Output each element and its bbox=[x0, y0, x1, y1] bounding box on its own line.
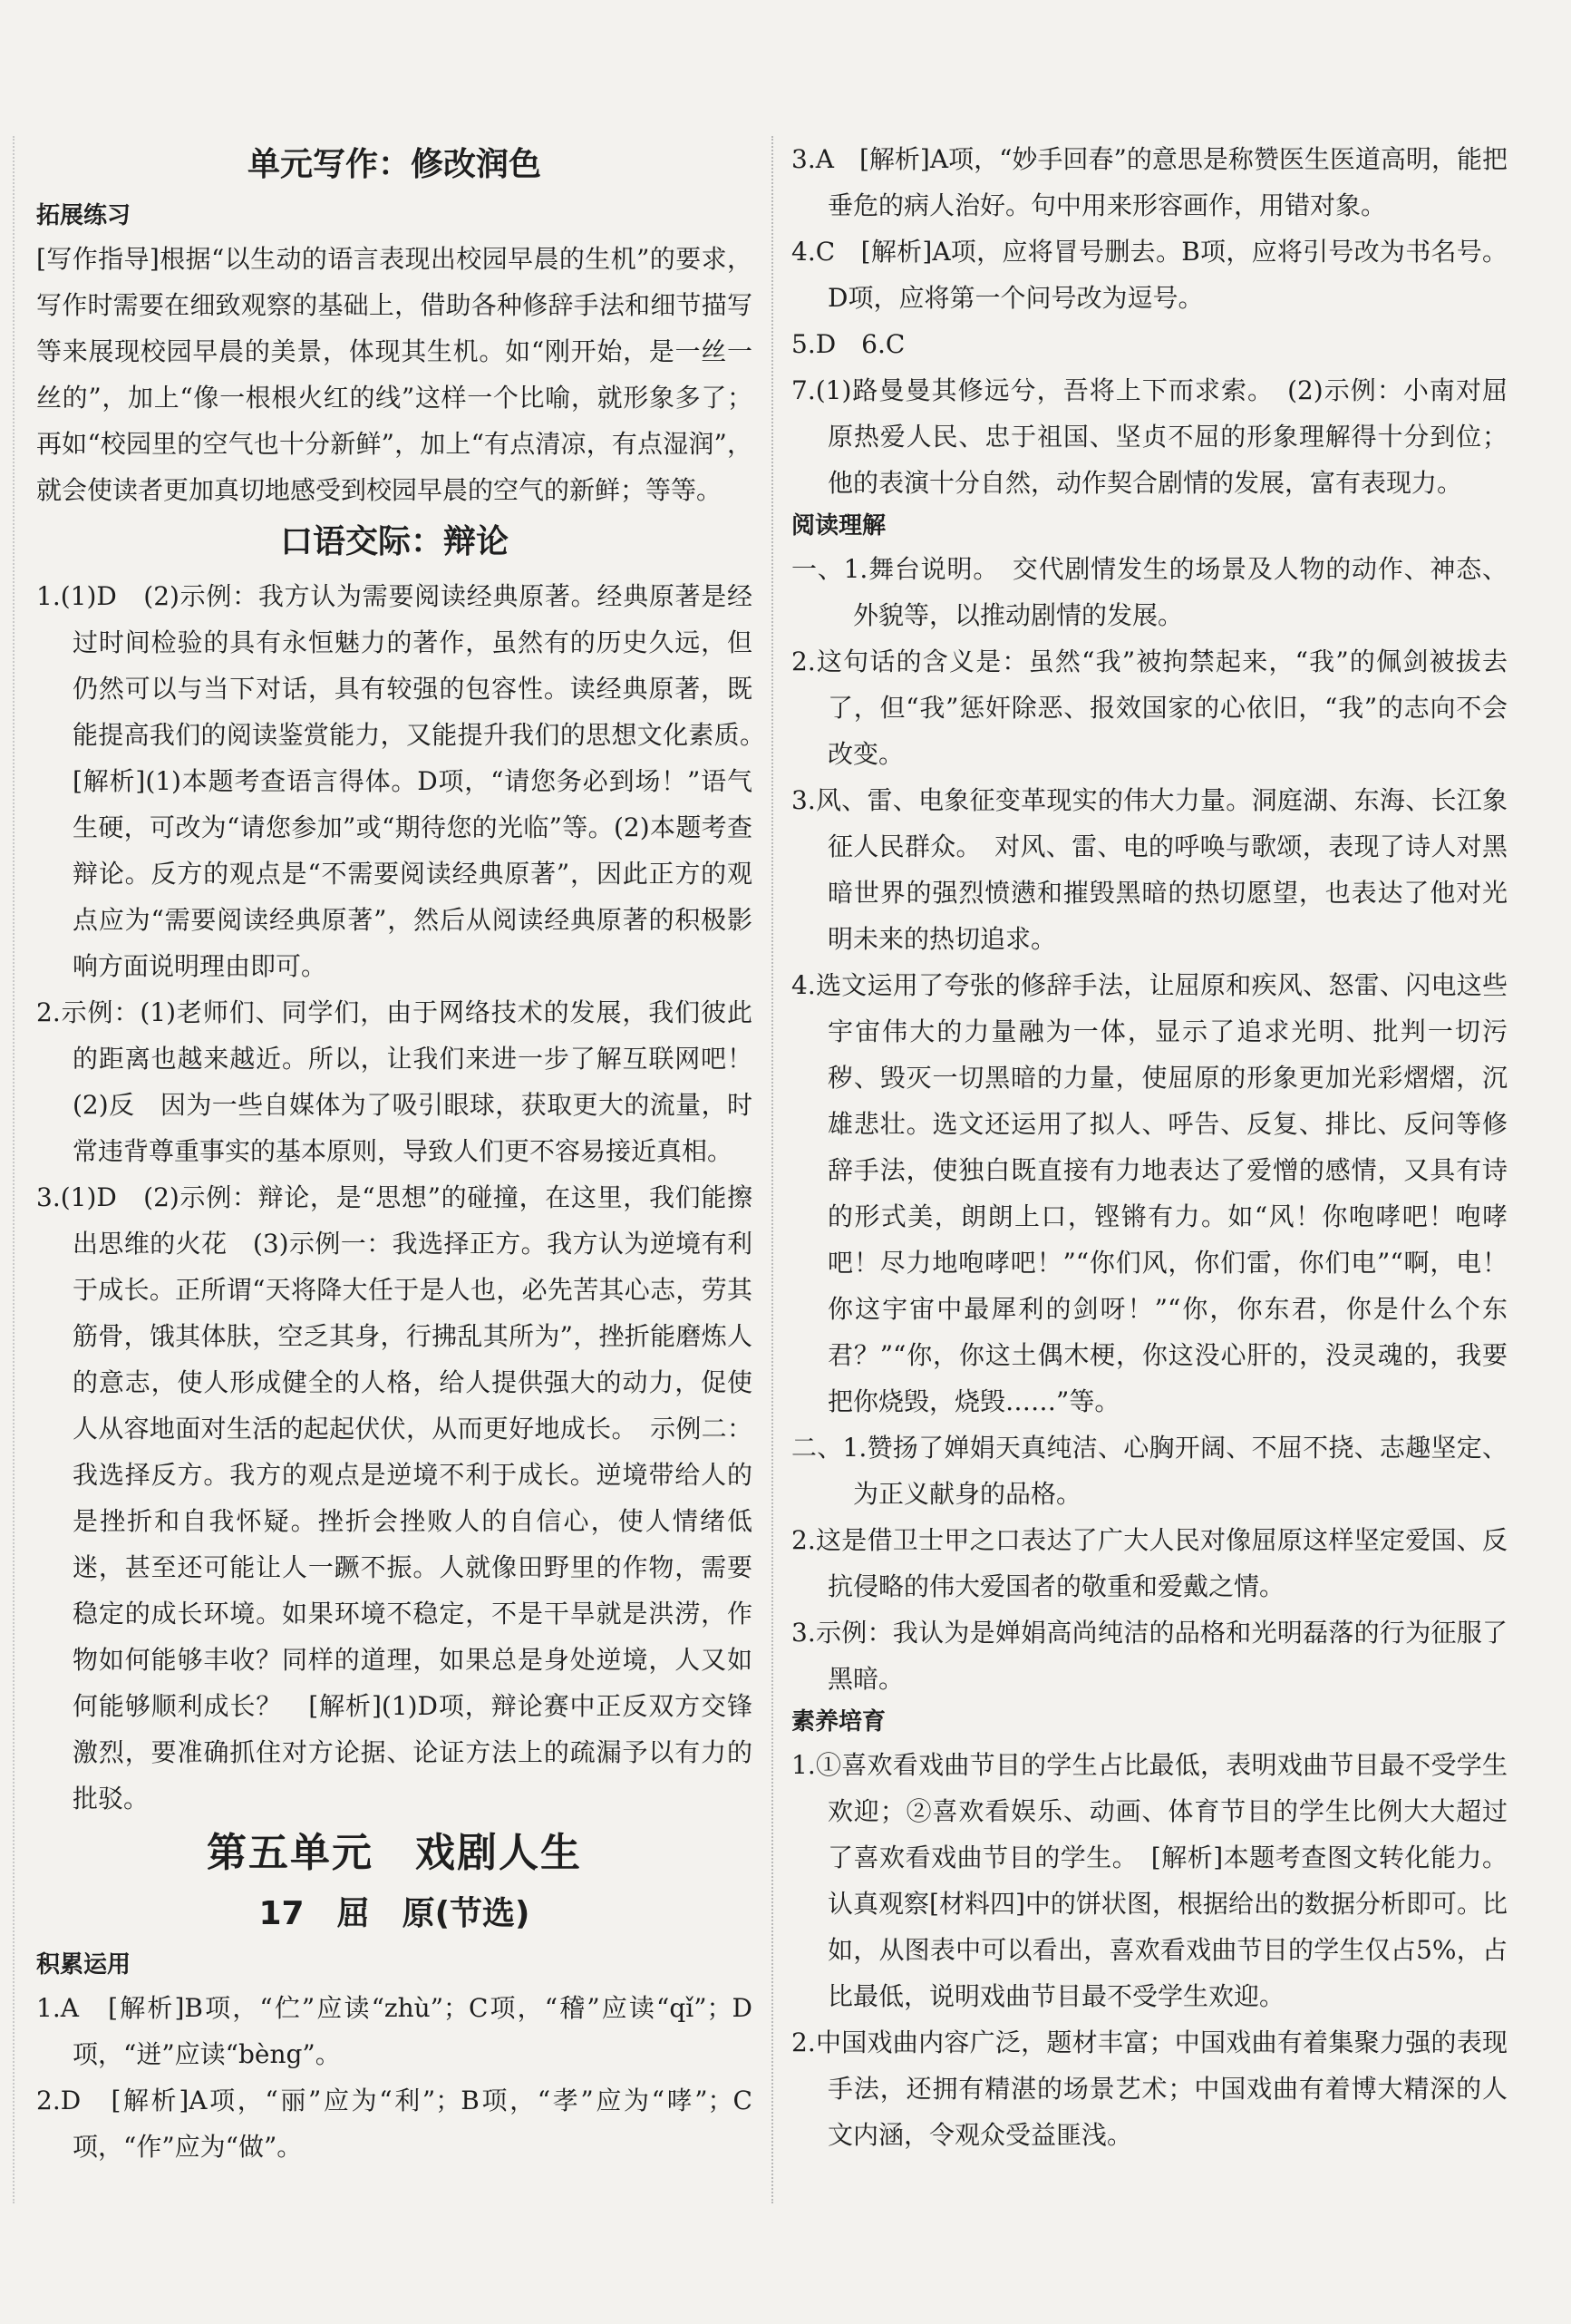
debate-item: 1.(1)D (2)示例：我方认为需要阅读经典原著。经典原著是经过时间检验的具有永恒魅力的著作，虽然有的历史久远，但仍然可以与当下对话，具有较强的包容性。读经典原著，既能提高我们的阅读鉴赏能力，又能提升我们的思想文化素质。 [解析](1)本题考查语言得体。D项，“请您务必到场！”语气生硬，可改为“请您参加”或“期待您的光临”等。(2)本题考查辩论。反方的观点是“不需要阅读经典原著”，因此正方的观点应为“需要阅读经典原著”，然后从阅读经典原著的积极影响方面说明理由即可。 bbox=[36, 581, 779, 981]
debate-item: 2.示例：(1)老师们、同学们，由于网络技术的发展，我们彼此的距离也越来越近。所以，让我们来进一步了解互联网吧！ (2)反 因为一些自媒体为了吸引眼球，获取更大的流量，时常违背尊重事实的基本原则，导致人们更不容易接近真相。 bbox=[36, 997, 779, 1166]
subheading-reading: 阅读理解 bbox=[791, 512, 887, 540]
lesson-title: 17 屈 原(节选) bbox=[258, 1895, 530, 1932]
left-margin-rule bbox=[13, 136, 15, 2203]
right-column bbox=[791, 136, 1508, 2158]
section-title-debate: 口语交际：辩论 bbox=[279, 523, 509, 560]
debate-item: 3.(1)D (2)示例：辩论，是“思想”的碰撞，在这里，我们能擦出思维的火花 (3)示例一：我选择正方。我方认为逆境有利于成长。正所谓“天将降大任于是人也，必先苦其心志，劳其筋骨，饿其体肤，空乏其身，行拂乱其所为”，挫折能磨炼人的意志，使人形成健全的人格，给人提供强大的动力，促使人从容地面对生活的起起伏伏，从而更好地成长。 示例二：我选择反方。我方的观点是逆境不利于成长。逆境带给人的是挫折和自我怀疑。挫折会挫败人的自信心，使人情绪低迷，甚至还可能让人一蹶不振。人就像田野里的作物，需要稳定的成长环境。如果环境不稳定，不是干旱就是洪涝，作物如何能够丰收？同样的道理，如果总是身处逆境，人又如何能够顺利成长？ [解析](1)D项，辩论赛中正反双方交锋激烈，要准确抓住对方论据、论证方法上的疏漏予以有力的批驳。 bbox=[36, 1182, 752, 1813]
subheading-extension: 拓展练习 bbox=[36, 202, 131, 229]
reading-item: 3.示例：我认为是婵娟高尚纯洁的品格和光明磊落的行为征服了黑暗。 bbox=[791, 1618, 1508, 1694]
reading-item: 4.选文运用了夸张的修辞手法，让屈原和疾风、怒雷、闪电这些宇宙伟大的力量融为一体，显示了追求光明、批判一切污秽、毁灭一切黑暗的力量，使屈原的形象更加光彩熠熠，沉雄悲壮。选文还运用了拟人、呼告、反复、排比、反问等修辞手法，使独白既直接有力地表达了爱憎的感情，又具有诗的形式美，朗朗上口，铿锵有力。如“风！你咆哮吧！咆哮吧！尽力地咆哮吧！”“你们风，你们雷，你们电”“啊，电！你这宇宙中最犀利的剑呀！”“你，你东君，你是什么个东君？”“你，你这土偶木梗，你这没心肝的，没灵魂的，我要把你烧毁，烧毁……”等。 bbox=[791, 970, 1508, 1416]
literacy-item: 1.①喜欢看戏曲节目的学生占比最低，表明戏曲节目最不受学生欢迎；②喜欢看娱乐、动画、体育节目的学生比例大大超过了喜欢看戏曲节目的学生。 [解析]本题考查图文转化能力。认真观察[材料四]中的饼状图，根据给出的数据分析即可。比如，从图表中可以看出，喜欢看戏曲节目的学生仅占5%，占比最低，说明戏曲节目最不受学生欢迎。 bbox=[791, 1750, 1508, 2011]
left-column bbox=[36, 136, 779, 2170]
accumulation-item: 1.A [解析]B项，“伫”应读“zhù”；C项，“稽”应读“qǐ”；D项，“迸”应读“bèng”。 bbox=[36, 1993, 752, 2069]
accumulation-item: 2.D [解析]A项，“丽”应为“利”；B项，“孝”应为“哮”；C项，“作”应为“做”。 bbox=[36, 2086, 752, 2162]
subheading-accumulation: 积累运用 bbox=[36, 1951, 131, 1979]
reading-item: 2.这是借卫士甲之口表达了广大人民对像屈原这样坚定爱国、反抗侵略的伟大爱国者的敬重和爱戴之情。 bbox=[791, 1525, 1508, 1601]
reading-item: 二、1.赞扬了婵娟天真纯洁、心胸开阔、不屈不挠、志趣坚定、为正义献身的品格。 bbox=[791, 1433, 1508, 1509]
reading-item: 2.这句话的含义是：虽然“我”被拘禁起来，“我”的佩剑被拔去了，但“我”惩奸除恶、报效国家的心依旧，“我”的志向不会改变。 bbox=[791, 647, 1508, 769]
accumulation-item: 5.D 6.C bbox=[791, 329, 906, 359]
accumulation-item: 4.C [解析]A项，应将冒号删去。B项，应将引号改为书名号。D项，应将第一个问号改为逗号。 bbox=[791, 237, 1508, 313]
section-title-writing: 单元写作：修改润色 bbox=[247, 146, 541, 183]
accumulation-item: 3.A [解析]A项，“妙手回春”的意思是称赞医生医道高明，能把垂危的病人治好。句中用来形容画作，用错对象。 bbox=[791, 144, 1508, 220]
reading-item: 一、1.舞台说明。 交代剧情发生的场景及人物的动作、神态、外貌等，以推动剧情的发展。 bbox=[791, 554, 1508, 630]
reading-item: 3.风、雷、电象征变革现实的伟大力量。洞庭湖、东海、长江象征人民群众。 对风、雷、电的呼唤与歌颂，表现了诗人对黑暗世界的强烈愤懑和摧毁黑暗的热切愿望，也表达了他对光明未来的热切追求。 bbox=[791, 785, 1508, 954]
literacy-item: 2.中国戏曲内容广泛，题材丰富；中国戏曲有着集聚力强的表现手法，还拥有精湛的场景艺术；中国戏曲有着博大精深的人文内涵，令观众受益匪浅。 bbox=[791, 2027, 1508, 2150]
column-divider bbox=[771, 136, 773, 2203]
subheading-literacy: 素养培育 bbox=[791, 1708, 887, 1736]
writing-guide-paragraph: [写作指导]根据“以生动的语言表现出校园早晨的生机”的要求，写作时需要在细致观察的基础上，借助各种修辞手法和细节描写等来展现校园早晨的美景，体现其生机。如“刚开始，是一丝一丝的”，加上“像一根根火红的线”这样一个比喻，就形象多了；再如“校园里的空气也十分新鲜”，加上“有点清凉，有点湿润”，就会使读者更加真切地感受到校园早晨的空气的新鲜；等等。 bbox=[36, 244, 752, 505]
unit-title: 第五单元 戏剧人生 bbox=[207, 1830, 582, 1876]
accumulation-item: 7.(1)路曼曼其修远兮，吾将上下而求索。 (2)示例：小南对屈原热爱人民、忠于祖国、坚贞不屈的形象理解得十分到位；他的表演十分自然，动作契合剧情的发展，富有表现力。 bbox=[791, 375, 1508, 498]
